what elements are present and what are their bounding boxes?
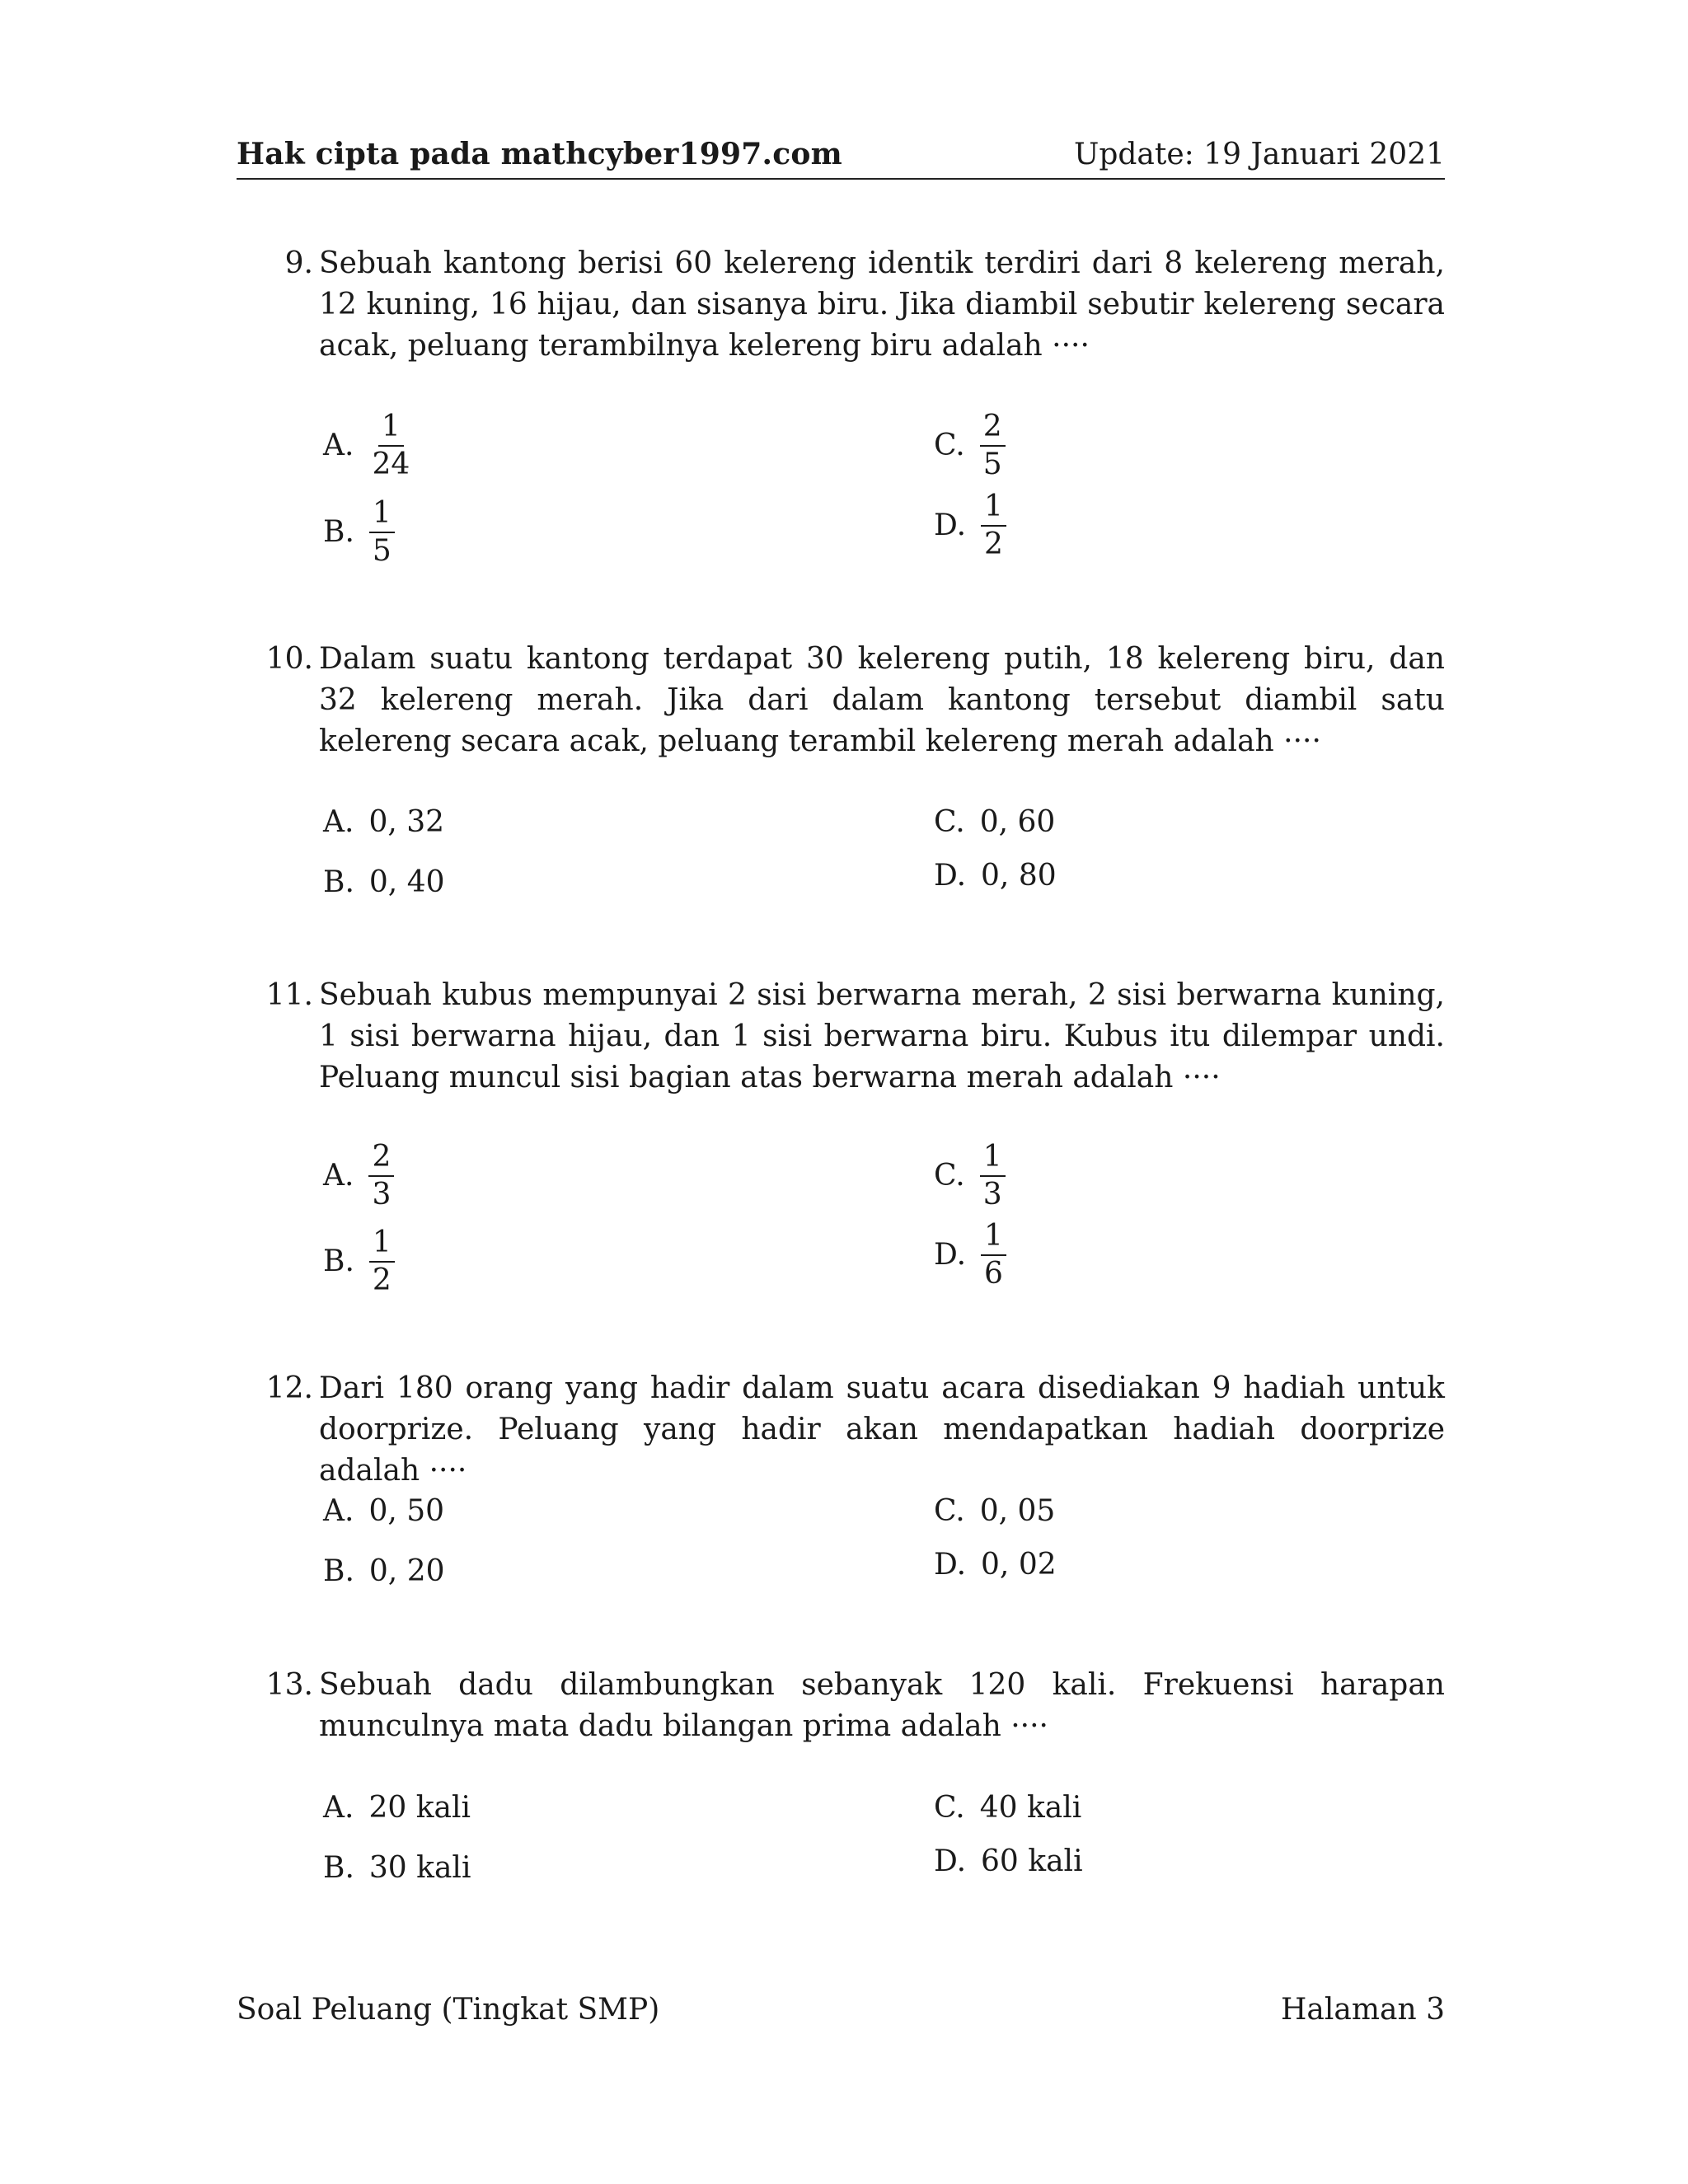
option-letter: A. bbox=[323, 429, 354, 462]
option-letter: D. bbox=[934, 1548, 967, 1582]
option-a bbox=[323, 1493, 444, 1530]
fraction bbox=[980, 1141, 1006, 1212]
fraction bbox=[981, 490, 1006, 561]
option-letter: D. bbox=[934, 859, 967, 893]
question-number: 11. bbox=[265, 978, 313, 1012]
option-letter: B. bbox=[323, 1851, 354, 1885]
option-value: 0, 02 bbox=[981, 1548, 1057, 1582]
numerator: 1 bbox=[980, 1141, 1006, 1177]
option-letter: C. bbox=[934, 1494, 965, 1528]
question-text: Dalam suatu kantong terdapat 30 kelereng putih, 18 kelereng biru, dan 32 kelereng merah. Jika dari dalam kantong tersebut diambil satu kelereng secara acak, peluang terambil kelereng merah adalah ···· bbox=[319, 642, 1445, 758]
option-letter: D. bbox=[934, 1844, 967, 1878]
denominator: 3 bbox=[982, 1178, 1002, 1212]
option-d bbox=[934, 1546, 1057, 1584]
question-number: 12. bbox=[265, 1371, 313, 1405]
denominator: 5 bbox=[372, 534, 392, 568]
option-d bbox=[934, 1220, 1006, 1291]
fraction bbox=[981, 1220, 1006, 1291]
option-d bbox=[934, 490, 1006, 561]
option-d bbox=[934, 857, 1057, 895]
footer-title: Soal Peluang (Tingkat SMP) bbox=[237, 1993, 660, 2027]
option-b bbox=[323, 497, 395, 568]
option-b bbox=[323, 1226, 395, 1297]
option-value: 0, 05 bbox=[979, 1494, 1056, 1528]
option-letter: D. bbox=[934, 509, 967, 542]
page-number: Halaman 3 bbox=[1281, 1993, 1445, 2027]
option-letter: B. bbox=[323, 1554, 354, 1588]
denominator: 5 bbox=[982, 448, 1002, 481]
option-value: 0, 50 bbox=[368, 1494, 445, 1528]
option-letter: A. bbox=[323, 1494, 354, 1528]
option-value: 0, 20 bbox=[368, 1554, 445, 1588]
option-letter: B. bbox=[323, 515, 354, 549]
denominator: 6 bbox=[984, 1257, 1003, 1291]
option-letter: A. bbox=[323, 1791, 354, 1825]
numerator: 2 bbox=[980, 410, 1006, 447]
option-letter: C. bbox=[934, 429, 965, 462]
fraction bbox=[368, 1141, 394, 1212]
option-letter: D. bbox=[934, 1238, 967, 1272]
option-value: 0, 60 bbox=[979, 805, 1056, 839]
fraction bbox=[980, 410, 1006, 481]
page-header bbox=[237, 132, 1445, 180]
option-value: 0, 80 bbox=[981, 859, 1057, 893]
fraction bbox=[368, 410, 413, 481]
option-b bbox=[323, 864, 445, 902]
option-d bbox=[934, 1843, 1083, 1881]
question-number: 9. bbox=[284, 246, 313, 280]
option-letter: A. bbox=[323, 805, 354, 839]
option-value: 60 kali bbox=[981, 1844, 1083, 1878]
question-text: Sebuah kubus mempunyai 2 sisi berwarna merah, 2 sisi berwarna kuning, 1 sisi berwarna hijau, dan 1 sisi berwarna biru. Kubus itu dilempar undi. Peluang muncul sisi bagian atas berwarna merah adalah ···· bbox=[319, 978, 1445, 1094]
copyright-text: Hak cipta pada mathcyber1997.com bbox=[237, 137, 842, 171]
option-letter: C. bbox=[934, 1791, 965, 1825]
question-text: Sebuah dadu dilambungkan sebanyak 120 kali. Frekuensi harapan munculnya mata dadu bilangan prima adalah ···· bbox=[319, 1668, 1445, 1743]
option-value: 30 kali bbox=[368, 1851, 471, 1885]
question-text: Sebuah kantong berisi 60 kelereng identik terdiri dari 8 kelereng merah, 12 kuning, 16 hijau, dan sisanya biru. Jika diambil sebutir kelereng secara acak, peluang terambilnya kelereng biru adalah ···· bbox=[319, 246, 1445, 363]
question-number: 13. bbox=[265, 1668, 313, 1702]
denominator: 2 bbox=[372, 1263, 392, 1297]
option-a bbox=[323, 1141, 394, 1212]
fraction bbox=[369, 1226, 395, 1297]
numerator: 1 bbox=[981, 490, 1006, 527]
option-value: 0, 40 bbox=[368, 865, 445, 899]
numerator: 1 bbox=[981, 1220, 1006, 1256]
option-value: 20 kali bbox=[368, 1791, 471, 1825]
option-c bbox=[934, 1493, 1055, 1530]
option-c bbox=[934, 1141, 1006, 1212]
numerator: 2 bbox=[368, 1141, 394, 1177]
option-a bbox=[323, 804, 444, 841]
denominator: 24 bbox=[372, 448, 410, 481]
option-b bbox=[323, 1849, 471, 1887]
option-c bbox=[934, 410, 1006, 481]
option-a bbox=[323, 1789, 471, 1827]
option-letter: B. bbox=[323, 865, 354, 899]
numerator: 1 bbox=[378, 410, 404, 447]
option-letter: C. bbox=[934, 805, 965, 839]
numerator: 1 bbox=[369, 1226, 395, 1263]
numerator: 1 bbox=[369, 497, 395, 533]
option-c bbox=[934, 804, 1055, 841]
denominator: 2 bbox=[984, 527, 1003, 561]
question-number: 10. bbox=[265, 642, 313, 676]
option-value: 40 kali bbox=[979, 1791, 1082, 1825]
option-a bbox=[323, 410, 413, 481]
option-letter: B. bbox=[323, 1244, 354, 1278]
update-date: Update: 19 Januari 2021 bbox=[1074, 138, 1445, 171]
denominator: 3 bbox=[372, 1178, 392, 1212]
option-letter: A. bbox=[323, 1159, 354, 1193]
fraction bbox=[369, 497, 395, 568]
option-value: 0, 32 bbox=[368, 805, 445, 839]
question-text: Dari 180 orang yang hadir dalam suatu acara disediakan 9 hadiah untuk doorprize. Peluang yang hadir akan mendapatkan hadiah doorprize adalah ···· bbox=[319, 1371, 1445, 1488]
option-b bbox=[323, 1553, 445, 1591]
option-letter: C. bbox=[934, 1159, 965, 1193]
option-c bbox=[934, 1789, 1081, 1827]
